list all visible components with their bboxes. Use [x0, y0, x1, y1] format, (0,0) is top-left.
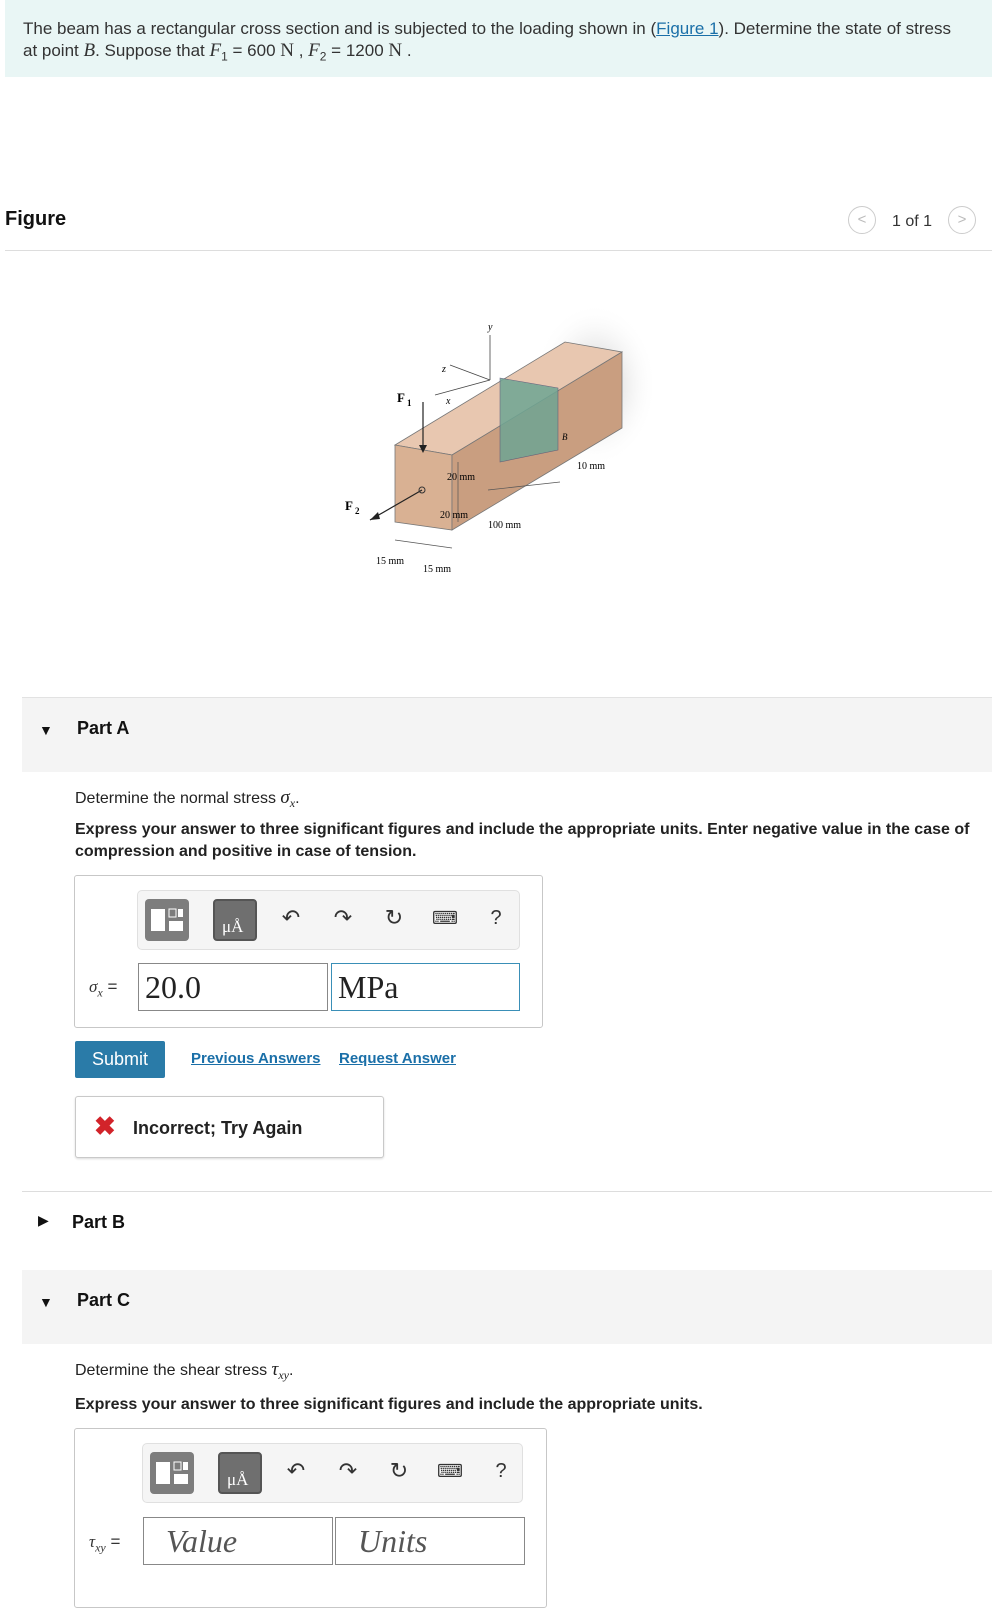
part-a-prompt-text: Determine the normal stress [75, 790, 281, 807]
problem-text-2a: at point [23, 41, 84, 60]
eq-symbol: σ [89, 977, 98, 996]
problem-text-2b: . Suppose that [95, 41, 210, 60]
point-b-label: B [562, 432, 568, 442]
prev-figure-button[interactable] [848, 206, 876, 234]
feedback-box [75, 1096, 384, 1158]
sigma-symbol: σ [280, 787, 290, 808]
part-c-prompt: Determine the shear stress $\tau_{xy}$. [75, 1359, 294, 1383]
f1-unit: N [280, 40, 294, 61]
help-button[interactable]: ? [490, 907, 502, 929]
f2-arrowhead [370, 512, 380, 520]
figure-link[interactable]: Figure 1 [656, 19, 719, 38]
problem-line-2 [23, 40, 992, 67]
f1-subscript: 1 [221, 49, 228, 64]
axis-x-label: x [446, 396, 451, 407]
eq-subscript: xy [95, 1540, 106, 1555]
dim-20mm-lower: 20 mm [440, 510, 469, 521]
f1-value: = 600 [227, 41, 281, 60]
keyboard-icon[interactable]: ⌨ [437, 1461, 463, 1481]
part-c-label: Part C [77, 1290, 131, 1310]
dim-15mm-right: 15 mm [423, 564, 452, 575]
f2-label: F [345, 498, 353, 513]
eq-sign: = [105, 1532, 121, 1551]
f2-unit: N [388, 40, 403, 61]
dim-100mm: 100 mm [488, 520, 522, 531]
f1-label: F [397, 390, 405, 405]
f2-value: = 1200 [326, 41, 389, 60]
part-c-eq-label [89, 1532, 120, 1555]
part-a-instructions: Express your answer to three significant figures and include the appropriate units. Enter negative value in the case of compression and positive in case of tension. [75, 821, 970, 860]
feedback-message: Incorrect; Try Again [133, 1118, 303, 1138]
part-c-instructions: Express your answer to three significant figures and include the appropriate units. [75, 1396, 703, 1413]
part-a-units-input[interactable]: MPa [331, 963, 520, 1011]
help-button[interactable]: ? [495, 1460, 507, 1482]
beam-figure [340, 300, 680, 590]
figure-pager [857, 206, 992, 238]
units-button[interactable] [218, 1452, 262, 1494]
part-c-toolbar [142, 1443, 523, 1503]
part-a-eq-label [89, 977, 117, 1000]
part-a-value-input[interactable]: 20.0 [138, 963, 328, 1011]
request-answer-link[interactable]: Request Answer [339, 1050, 456, 1067]
axis-z-line [450, 365, 490, 380]
expand-triangle-icon: ▶ [38, 1212, 49, 1228]
axis-y-label: y [488, 322, 493, 333]
dim-line-bottom [395, 540, 452, 548]
mu-angstrom-icon: μÅ [227, 1470, 249, 1489]
dim-10mm: 10 mm [577, 461, 606, 472]
f2-label-sub: 2 [355, 506, 360, 516]
keyboard-icon[interactable]: ⌨ [432, 908, 458, 928]
part-a-label: Part A [77, 718, 130, 738]
tau-subscript: xy [278, 1368, 289, 1383]
eq-sign: = [102, 977, 118, 996]
template-icon [145, 899, 189, 941]
f2-symbol: F [308, 40, 320, 61]
eq-subscript: x [97, 985, 103, 1000]
tau-symbol: τ [271, 1359, 279, 1380]
part-c-units-input[interactable]: Units [335, 1517, 525, 1565]
part-a-prompt: Determine the normal stress $\sigma_x$. [75, 787, 300, 811]
templates-button[interactable] [145, 899, 189, 941]
eq-symbol: τ [89, 1532, 96, 1551]
f1-label-sub: 1 [407, 398, 412, 408]
point-label: B [83, 40, 96, 61]
undo-icon[interactable]: ↶ [281, 905, 301, 930]
mu-angstrom-icon: μÅ [222, 917, 244, 936]
error-x-icon: ✖ [94, 1111, 116, 1141]
sigma-subscript: x [289, 796, 296, 811]
f1-symbol: F [209, 40, 222, 61]
problem-statement [5, 0, 992, 77]
part-a-answer-box [74, 875, 543, 1028]
next-figure-button[interactable] [948, 206, 976, 234]
part-a-header[interactable] [22, 697, 992, 772]
redo-icon[interactable]: ↷ [333, 905, 353, 930]
collapse-triangle-icon: ▼ [39, 722, 53, 738]
redo-icon[interactable]: ↷ [338, 1458, 358, 1483]
submit-button[interactable]: Submit [75, 1041, 165, 1078]
axis-z-label: z [442, 364, 446, 375]
part-c-prompt-text: Determine the shear stress [75, 1362, 272, 1379]
part-a-toolbar [137, 890, 520, 950]
chevron-right-icon: > [957, 211, 967, 228]
figure-title: Figure [5, 208, 67, 230]
undo-icon[interactable]: ↶ [286, 1458, 306, 1483]
collapse-triangle-icon: ▼ [39, 1294, 53, 1310]
reset-icon[interactable]: ↻ [389, 1458, 409, 1483]
separator: , [293, 41, 309, 60]
templates-button[interactable] [150, 1452, 194, 1494]
figure-divider [5, 250, 992, 251]
problem-line-1 [23, 18, 992, 40]
part-c-answer-box [74, 1428, 547, 1608]
dim-15mm-left: 15 mm [376, 556, 405, 567]
dim-20mm-upper: 20 mm [447, 472, 476, 483]
part-c-value-input[interactable]: Value [143, 1517, 333, 1565]
part-b-label: Part B [72, 1212, 126, 1232]
template-icon [150, 1452, 194, 1494]
reset-icon[interactable]: ↻ [384, 905, 404, 930]
f2-subscript: 2 [319, 49, 327, 64]
chevron-left-icon: < [857, 211, 867, 228]
section-plane [500, 378, 558, 462]
part-b-header[interactable] [22, 1192, 992, 1250]
units-button[interactable] [213, 899, 257, 941]
figure-counter: 1 of 1 [892, 213, 933, 230]
part-c-header[interactable] [22, 1270, 992, 1344]
problem-end: . [402, 41, 412, 60]
problem-text: The beam has a rectangular cross section and is subjected to the loading shown in ( [23, 19, 657, 38]
previous-answers-link[interactable]: Previous Answers [191, 1050, 321, 1067]
problem-text-end: ). Determine the state of stress [718, 19, 951, 38]
